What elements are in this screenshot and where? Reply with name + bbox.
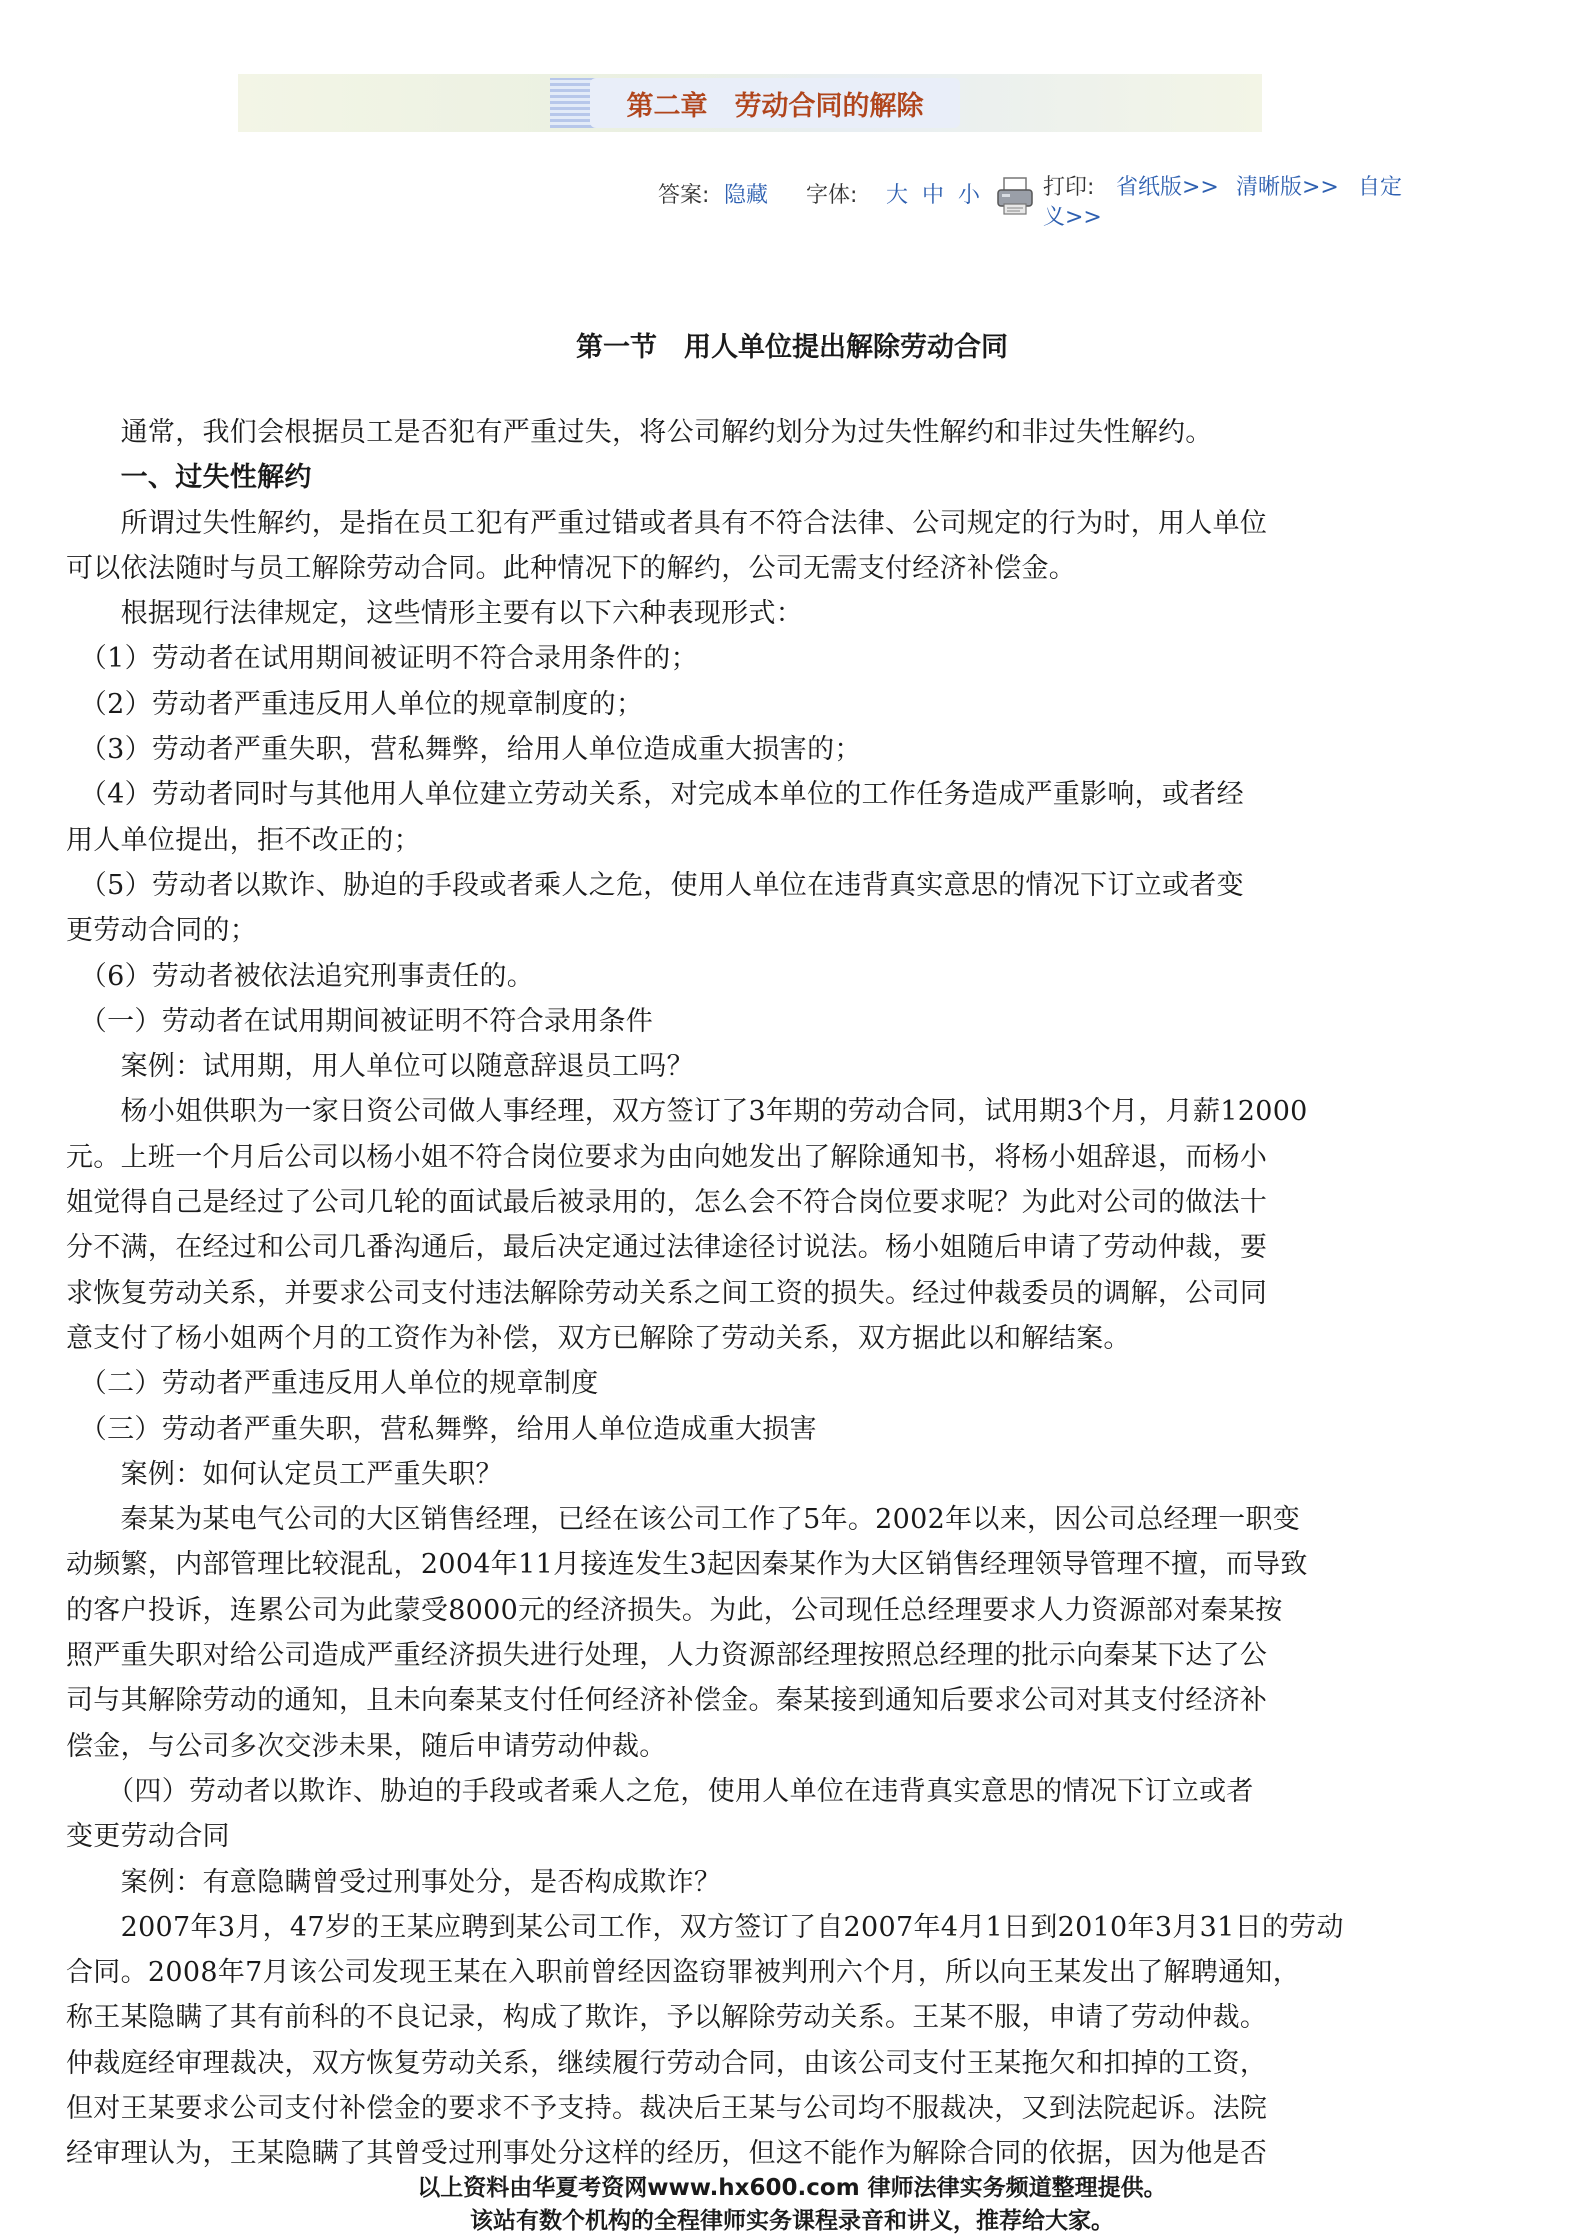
paragraph-line: 案例：试用期，用人单位可以随意辞退员工吗？ xyxy=(66,1051,694,1083)
print-custom-link-wrap[interactable]: 义>> xyxy=(1043,205,1102,230)
paragraph-line: 称王某隐瞒了其有前科的不良记录，构成了欺诈，予以解除劳动关系。王某不服，申请了劳动仲裁。 xyxy=(66,2002,1268,2034)
paragraph-line: 但对王某要求公司支付补偿金的要求不予支持。裁决后王某与公司均不服裁决，又到法院起诉。法院 xyxy=(66,2092,1268,2124)
paragraph-line: （2）劳动者严重违反用人单位的规章制度的； xyxy=(66,688,644,720)
paragraph-line: 根据现行法律规定，这些情形主要有以下六种表现形式： xyxy=(66,598,804,630)
paragraph-line: 照严重失职对给公司造成严重经济损失进行处理，人力资源部经理按照总经理的批示向秦某下达了公 xyxy=(66,1640,1268,1672)
paragraph-line: （5）劳动者以欺诈、胁迫的手段或者乘人之危，使用人单位在违背真实意思的情况下订立或者变 xyxy=(66,869,1244,901)
paragraph-line: （四）劳动者以欺诈、胁迫的手段或者乘人之危，使用人单位在违背真实意思的情况下订立或者 xyxy=(66,1775,1254,1807)
paragraph-line: 可以依法随时与员工解除劳动合同。此种情况下的解约，公司无需支付经济补偿金。 xyxy=(66,552,1077,584)
paragraph-line: 秦某为某电气公司的大区销售经理，已经在该公司工作了5年。2002年以来，因公司总经理一职变 xyxy=(66,1504,1300,1536)
font-small-link[interactable]: 小 xyxy=(958,183,981,208)
paragraph-line: 杨小姐供职为一家日资公司做人事经理，双方签订了3年期的劳动合同，试用期3个月，月薪12000 xyxy=(66,1096,1308,1128)
paragraph-line: 意支付了杨小姐两个月的工资作为补偿，双方已解除了劳动关系，双方据此以和解结案。 xyxy=(66,1322,1131,1354)
paragraph-line: （4）劳动者同时与其他用人单位建立劳动关系，对完成本单位的工作任务造成严重影响，或者经 xyxy=(66,779,1244,811)
print-clear-link[interactable]: 清晰版>> xyxy=(1236,175,1339,200)
paragraph-line: 更劳动合同的； xyxy=(66,915,258,947)
paragraph-line: 案例：如何认定员工严重失职？ xyxy=(66,1458,503,1490)
footer-line-source: 以上资料由华夏考资网www.hx600.com 律师法律实务频道整理提供。 xyxy=(417,2175,1167,2201)
paragraph-line: 仲裁庭经审理裁决，双方恢复劳动关系，继续履行劳动合同，由该公司支付王某拖欠和扣掉的工资， xyxy=(66,2047,1268,2079)
font-label: 字体: xyxy=(806,183,858,208)
chapter-title: 第二章 劳动合同的解除 xyxy=(626,90,924,122)
chapter-banner xyxy=(238,74,1262,132)
paragraph-line: （3）劳动者严重失职，营私舞弊，给用人单位造成重大损害的； xyxy=(66,734,862,766)
paragraph-line: 分不满，在经过和公司几番沟通后，最后决定通过法律途径讨说法。杨小姐随后申请了劳动仲裁，要 xyxy=(66,1232,1268,1264)
paragraph-line: 姐觉得自己是经过了公司几轮的面试最后被录用的，怎么会不符合岗位要求呢？为此对公司的做法十 xyxy=(66,1187,1268,1219)
printer-icon[interactable] xyxy=(996,176,1034,218)
font-medium-link[interactable]: 中 xyxy=(922,183,945,208)
paragraph-line: （一）劳动者在试用期间被证明不符合录用条件 xyxy=(66,1005,654,1037)
footer-line-recommend: 该站有数个机构的全程律师实务课程录音和讲义，推荐给大家。 xyxy=(470,2208,1114,2234)
subheading: 一、过失性解约 xyxy=(66,462,312,494)
paragraph-line: 偿金，与公司多次交涉未果，随后申请劳动仲裁。 xyxy=(66,1730,667,1762)
paragraph-line: 案例：有意隐瞒曾受过刑事处分，是否构成欺诈？ xyxy=(66,1866,722,1898)
chapter-title-box xyxy=(590,78,960,128)
print-label: 打印: xyxy=(1043,175,1095,200)
paragraph-line: 经审理认为，王某隐瞒了其曾受过刑事处分这样的经历，但这不能作为解除合同的依据，因为他是否 xyxy=(66,2138,1268,2170)
answer-label: 答案: xyxy=(658,183,710,208)
paragraph-line: 所谓过失性解约，是指在员工犯有严重过错或者具有不符合法律、公司规定的行为时，用人单位 xyxy=(66,507,1268,539)
paragraph-line: 动频繁，内部管理比较混乱，2004年11月接连发生3起因秦某作为大区销售经理领导管理不擅，而导致 xyxy=(66,1549,1308,1581)
paragraph-line: （二）劳动者严重违反用人单位的规章制度 xyxy=(66,1368,599,1400)
section-title: 第一节 用人单位提出解除劳动合同 xyxy=(576,332,1008,363)
paragraph-line: 求恢复劳动关系，并要求公司支付违法解除劳动关系之间工资的损失。经过仲裁委员的调解，公司同 xyxy=(66,1277,1268,1309)
paragraph-line: 元。上班一个月后公司以杨小姐不符合岗位要求为由向她发出了解除通知书，将杨小姐辞退，而杨小 xyxy=(66,1141,1268,1173)
paragraph-line: 通常，我们会根据员工是否犯有严重过失，将公司解约划分为过失性解约和非过失性解约。 xyxy=(66,417,1213,448)
toolbar xyxy=(650,170,1420,230)
paragraph-line: 合同。2008年7月该公司发现王某在入职前曾经因盗窃罪被判刑六个月，所以向王某发出了解聘通知， xyxy=(66,1957,1300,1989)
paragraph-line: 的客户投诉，连累公司为此蒙受8000元的经济损失。为此，公司现任总经理要求人力资源部对秦某按 xyxy=(66,1594,1283,1626)
print-custom-link[interactable]: 自定 xyxy=(1358,175,1403,200)
paragraph-line: 用人单位提出，拒不改正的； xyxy=(66,824,421,856)
paragraph-line: （三）劳动者严重失职，营私舞弊，给用人单位造成重大损害 xyxy=(66,1413,817,1445)
font-large-link[interactable]: 大 xyxy=(886,183,909,208)
paragraph-line: （6）劳动者被依法追究刑事责任的。 xyxy=(66,960,535,992)
body-text xyxy=(66,410,1436,2177)
answer-toggle-link[interactable]: 隐藏 xyxy=(724,183,769,208)
paragraph-line: 司与其解除劳动的通知，且未向秦某支付任何经济补偿金。秦某接到通知后要求公司对其支付经济补 xyxy=(66,1685,1268,1717)
footer xyxy=(0,2172,1584,2238)
paragraph-line: （1）劳动者在试用期间被证明不符合录用条件的； xyxy=(66,643,698,675)
paragraph-line: 2007年3月，47岁的王某应聘到某公司工作，双方签订了自2007年4月1日到2010年3月31日的劳动 xyxy=(66,1911,1344,1943)
print-economy-link[interactable]: 省纸版>> xyxy=(1116,175,1219,200)
paragraph-line: 变更劳动合同 xyxy=(66,1821,230,1853)
